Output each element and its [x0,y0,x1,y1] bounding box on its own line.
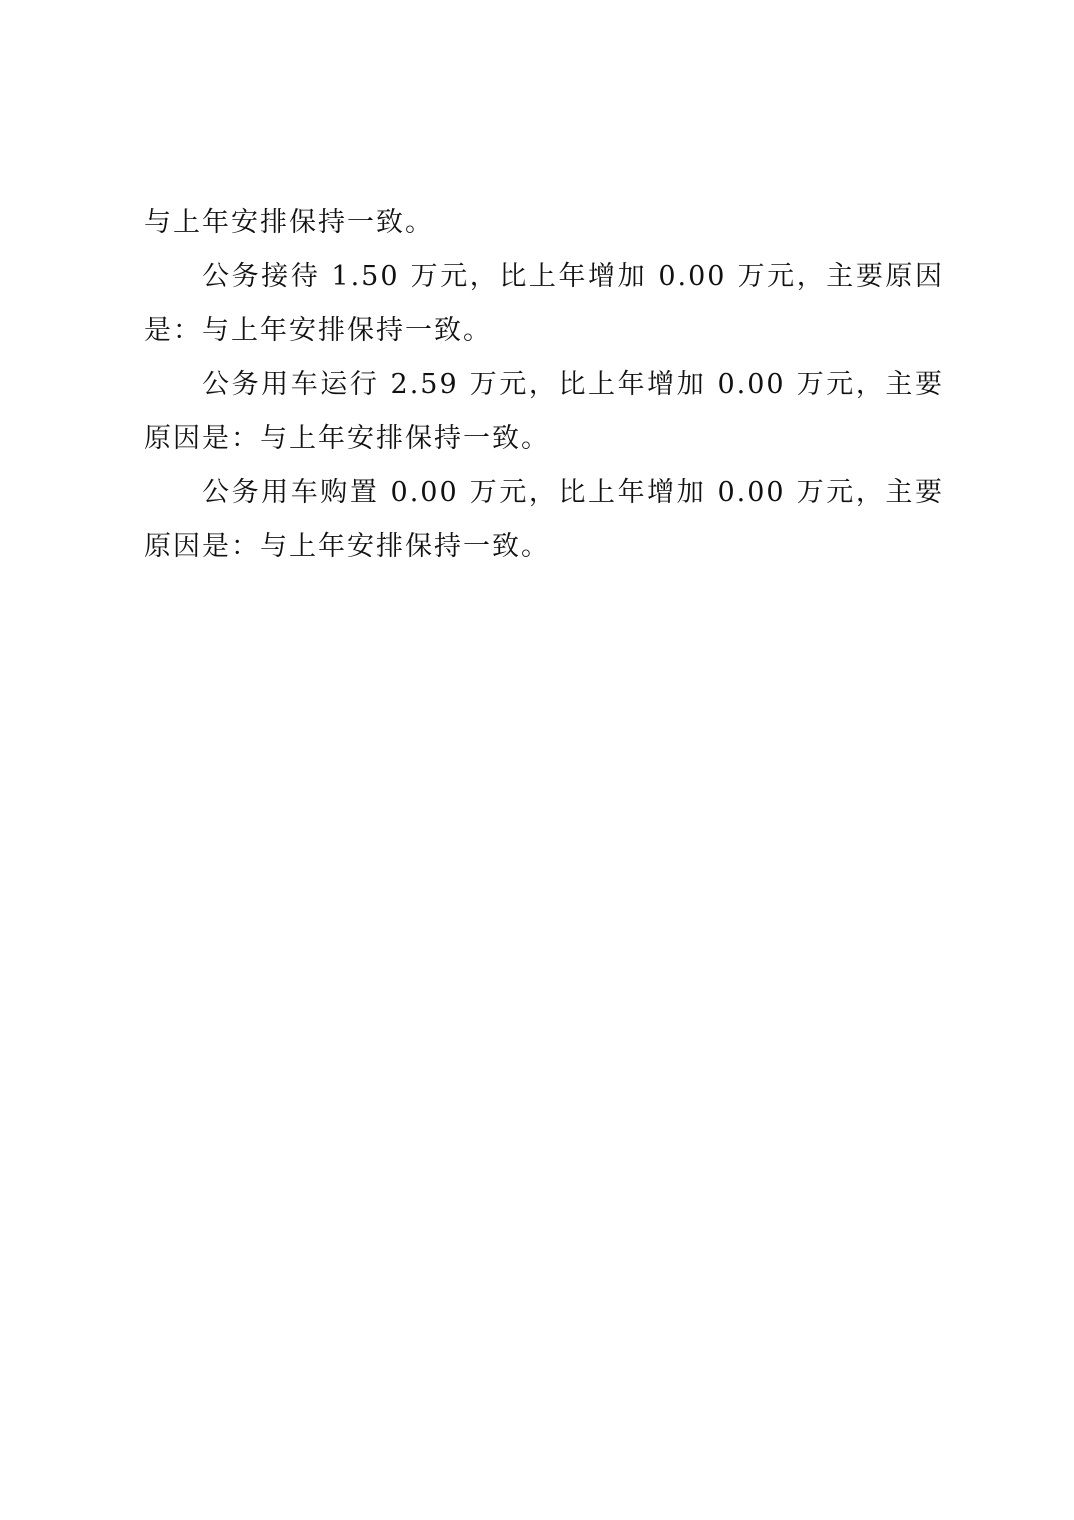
paragraph-official-reception: 公务接待 1.50 万元，比上年增加 0.00 万元，主要原因是：与上年安排保持一致。 [144,261,944,346]
paragraph-vehicle-purchase: 公务用车购置 0.00 万元，比上年增加 0.00 万元，主要原因是：与上年安排保持一致。 [144,477,944,562]
paragraph-vehicle-operation: 公务用车运行 2.59 万元，比上年增加 0.00 万元，主要原因是：与上年安排保持一致。 [144,369,944,454]
paragraph-continuation: 与上年安排保持一致。 [144,207,434,238]
document-body [144,196,944,574]
